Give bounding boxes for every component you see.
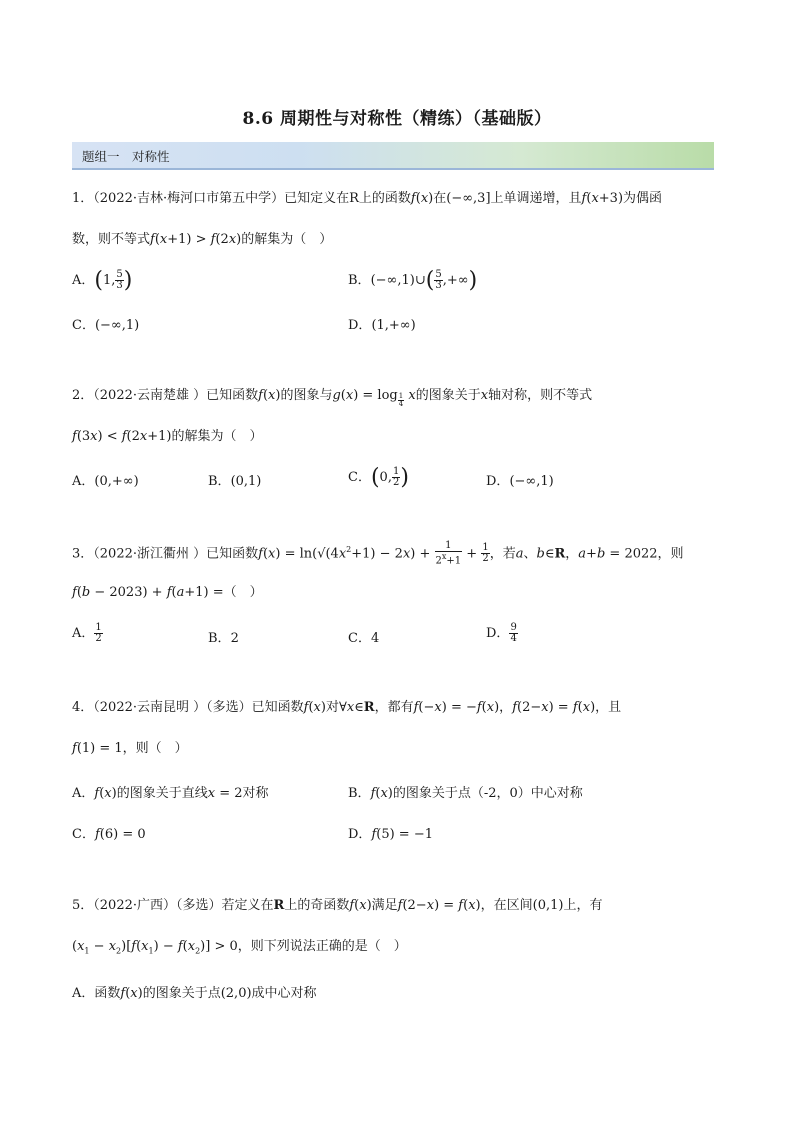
q4-option-d[interactable]: D．f(5) = −1 xyxy=(348,827,433,842)
option-label: D． xyxy=(348,318,372,333)
option-label: C． xyxy=(348,631,371,646)
q1-text: 上单调递增，且 xyxy=(490,191,582,206)
q1-text: 1．（2022·吉林·梅河口市第五中学）已知定义在R上的函数 xyxy=(72,191,411,206)
page-title: 8.6 周期性与对称性（精练）（基础版） xyxy=(242,109,552,129)
option-label: D． xyxy=(348,827,372,842)
q3-text: ， xyxy=(565,546,579,562)
group-header-label: 题组一 对称性 xyxy=(82,149,170,164)
q1-text: 数，则不等式 xyxy=(72,232,151,247)
q5-text: 上，有 xyxy=(563,898,603,913)
q4-stem-line1: 4．（2022·云南昆明 ）（多选）已知函数f(x)对∀x∈R，都有f(−x) = −f(x)，f(2−x) = f(x)，且 xyxy=(72,700,622,715)
option-text: 的图象关于点 xyxy=(142,986,221,1001)
q2-option-b[interactable] xyxy=(208,470,261,489)
q4-text: ，则（ ） xyxy=(122,741,188,756)
option-label: B． xyxy=(348,273,371,288)
option-label: D． xyxy=(486,474,510,489)
q5-text: ，则下列说法正确的是（ ） xyxy=(237,939,407,954)
q3-text: ，则 xyxy=(657,546,684,562)
option-value: 2 xyxy=(230,631,239,646)
q1-text: 在 xyxy=(433,191,447,206)
q2-text: 轴对称，则不等式 xyxy=(488,388,593,403)
option-text: 的图象关于点（-2，0）中心对称 xyxy=(392,786,583,801)
q1-stem-line1: 1．（2022·吉林·梅河口市第五中学）已知定义在R上的函数f(x)在(−∞,3]上单调递增，且f(x+3)为偶函 xyxy=(72,191,663,206)
option-value: (1,+∞) xyxy=(371,318,416,333)
q4-text: ，且 xyxy=(595,700,622,715)
option-label: A． xyxy=(72,786,95,801)
q2-stem-line1: 2．（2022·云南楚雄 ）已知函数f(x)的图象与g(x) = log $_{\frac{1}{4}}$ x的图象关于x轴对称，则不等式 xyxy=(72,388,593,409)
q3-option-a[interactable]: A． $\frac{1}{2}$ xyxy=(72,622,102,644)
q2-text: 的图象与 xyxy=(280,388,333,403)
q2-option-d[interactable] xyxy=(486,470,554,489)
option-text: 对称 xyxy=(242,786,269,801)
q3-text: 、 xyxy=(523,546,537,562)
option-value: (−∞,1) xyxy=(94,318,140,333)
q2-option-c[interactable]: C．(0, $\frac{1}{2}$ ) xyxy=(348,465,409,490)
option-value: (−∞,1) xyxy=(509,474,554,489)
q4-stem-line2: f(1) = 1，则（ ） xyxy=(72,741,188,756)
q4-option-c[interactable]: C．f(6) = 0 xyxy=(72,827,146,842)
q5-text: 上的奇函数 xyxy=(284,898,350,913)
option-value: (0,+∞) xyxy=(94,474,139,489)
option-label: C． xyxy=(348,470,371,485)
q3-text: （ ） xyxy=(223,585,263,600)
option-label: B． xyxy=(208,474,231,489)
q5-text: ，在区间 xyxy=(480,898,533,913)
q2-text: 的图象关于 xyxy=(415,388,481,403)
q1-stem-line2: 数，则不等式f(x+1) > f(2x)的解集为（ ） xyxy=(72,232,333,247)
q3-option-d[interactable]: D． $\frac{9}{4}$ xyxy=(486,622,517,644)
q3-stem-line2: f(b − 2023) + f(a+1) =（ ） xyxy=(72,585,263,600)
q4-option-b[interactable]: B．f(x)的图象关于点（-2，0）中心对称 xyxy=(348,786,583,801)
q5-text: 满足 xyxy=(371,898,398,913)
q3-text: ，若 xyxy=(489,546,516,562)
option-label: C． xyxy=(72,318,95,333)
q4-text: 4．（2022·云南昆明 ）（多选）已知函数 xyxy=(72,700,304,715)
q1-option-c[interactable] xyxy=(72,314,139,333)
q2-option-a[interactable] xyxy=(72,470,139,489)
option-label: A． xyxy=(72,273,95,288)
q4-text: ，都有 xyxy=(374,700,414,715)
q3-text: 3．（2022·浙江衢州 ）已知函数 xyxy=(72,546,259,562)
option-value: 4 xyxy=(370,631,380,646)
q1-option-a[interactable]: A．(1, $\frac{5}{3}$ ) xyxy=(72,268,133,293)
option-label: A．函数 xyxy=(72,986,121,1001)
q3-option-c[interactable] xyxy=(348,627,379,646)
q2-text: 的解集为（ ） xyxy=(171,429,263,444)
q2-text: 2．（2022·云南楚雄 ）已知函数 xyxy=(72,388,259,403)
q4-text: 对 xyxy=(325,700,339,715)
q2-stem-line2: f(3x) < f(2x+1)的解集为（ ） xyxy=(72,429,263,444)
q5-stem-line2: $(x_1 - x_2)[f(x_1) - f(x_2)] > 0$，则下列说法正确的是（ ） xyxy=(72,939,407,956)
group-header-bar xyxy=(72,142,714,170)
q4-text: ， xyxy=(499,700,513,715)
option-value: (0,1) xyxy=(230,474,262,489)
q3-option-b[interactable] xyxy=(208,627,239,646)
option-label: C． xyxy=(72,827,95,842)
q1-text: 的解集为（ ） xyxy=(241,232,333,247)
q4-option-a[interactable]: A．f(x)的图象关于直线x = 2对称 xyxy=(72,786,269,801)
option-label: B． xyxy=(348,786,371,801)
option-label: B． xyxy=(208,631,231,646)
q3-stem-line1: 3．（2022·浙江衢州 ）已知函数$f(x) = \ln(√(4x^2+1) - 2x)$ + $\frac{1}{2^x+1}$ + $\frac{1}{2}$ ，若a、b∈R，a+b = 2022，则 xyxy=(72,540,684,567)
q1-option-b[interactable]: B．(−∞,1)∪( $\frac{5}{3}$ ,+∞) xyxy=(348,268,478,293)
q1-option-d[interactable] xyxy=(348,314,416,333)
option-label: A． xyxy=(72,626,95,641)
option-text: 成中心对称 xyxy=(251,986,317,1001)
q5-option-a[interactable]: A．函数f(x)的图象关于点(2,0)成中心对称 xyxy=(72,986,317,1001)
q5-stem-line1: 5．（2022·广西）（多选）若定义在R上的奇函数f(x)满足f(2−x) = f(x)，在区间(0,1)上，有 xyxy=(72,898,603,913)
q1-text: 为偶函 xyxy=(623,191,663,206)
q5-text: 5．（2022·广西）（多选）若定义在 xyxy=(72,898,274,913)
option-label: A． xyxy=(72,474,95,489)
option-text: 的图象关于直线 xyxy=(116,786,208,801)
option-label: D． xyxy=(486,626,510,641)
